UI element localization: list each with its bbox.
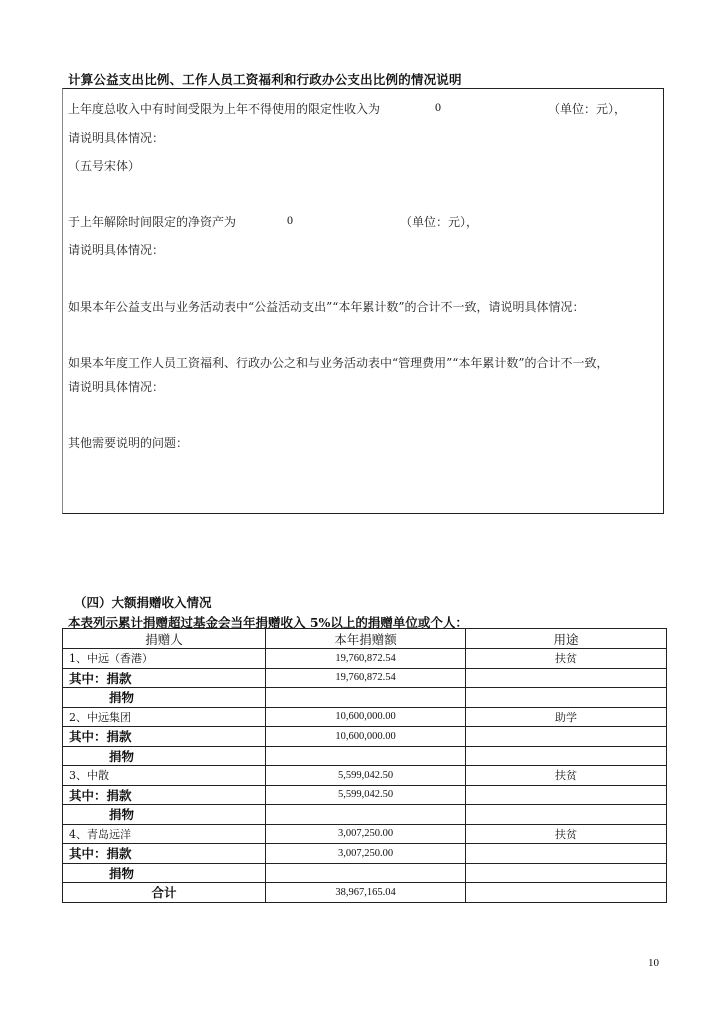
donation-use (466, 668, 667, 688)
donor-goods-label: 捐物 (63, 746, 266, 766)
font-note: （五号宋体） (68, 159, 141, 173)
table-row (63, 746, 667, 766)
table-row (63, 727, 667, 747)
donation-use (466, 727, 667, 747)
donation-use (466, 746, 667, 766)
donation-amount: 3,007,250.00 (266, 824, 466, 844)
table-row (63, 668, 667, 688)
restricted-income-label: 上年度总收入中有时间受限为上年不得使用的限定性收入为 (68, 102, 381, 116)
donation-amount: 19,760,872.54 (266, 649, 466, 669)
table-row (63, 649, 667, 669)
donation-amount (266, 805, 466, 825)
donation-table (62, 628, 667, 903)
donor-goods-label: 捐物 (63, 863, 266, 883)
total-label: 合计 (63, 883, 266, 903)
donation-use: 助学 (466, 707, 667, 727)
table-row (63, 688, 667, 708)
table-row (63, 863, 667, 883)
table-row (63, 707, 667, 727)
released-assets-unit: （单位：元）， (400, 215, 479, 229)
released-assets-label: 于上年解除时间限定的净资产为 (68, 215, 237, 229)
public-welfare-mismatch-note: 如果本年公益支出与业务活动表中“公益活动支出”“本年累计数”的合计不一致，请说明具体情况： (68, 300, 585, 314)
section-title: 计算公益支出比例、工作人员工资福利和行政办公支出比例的情况说明 (68, 72, 462, 87)
donor-cash-label: 其中：捐款 (63, 727, 266, 747)
donation-amount: 19,760,872.54 (266, 668, 466, 688)
donation-amount (266, 688, 466, 708)
table-row (63, 824, 667, 844)
donation-use (466, 688, 667, 708)
table-row (63, 844, 667, 864)
explain-prompt-2: 请说明具体情况： (68, 243, 165, 257)
total-amount: 38,967,165.04 (266, 883, 466, 903)
table-row (63, 805, 667, 825)
table-header-row (63, 629, 667, 649)
explain-prompt-3: 请说明具体情况： (68, 380, 165, 394)
donor-cash-label: 其中：捐款 (63, 785, 266, 805)
donation-use: 扶贫 (466, 649, 667, 669)
donor-name: 2、中远集团 (63, 707, 266, 727)
donor-name: 4、青岛远洋 (63, 824, 266, 844)
donor-cash-label: 其中：捐款 (63, 844, 266, 864)
donation-amount: 3,007,250.00 (266, 844, 466, 864)
donation-amount: 10,600,000.00 (266, 707, 466, 727)
donation-amount (266, 746, 466, 766)
other-issues-label: 其他需要说明的问题： (68, 436, 189, 450)
page-number: 10 (648, 957, 659, 969)
donor-cash-label: 其中：捐款 (63, 668, 266, 688)
donation-section-subtitle: 本表列示累计捐赠超过基金会当年捐赠收入 5%以上的捐赠单位或个人： (68, 615, 468, 630)
donor-name: 1、中远（香港） (63, 649, 266, 669)
header-amount: 本年捐赠额 (266, 629, 466, 649)
explain-prompt-1: 请说明具体情况： (68, 131, 165, 145)
donation-amount (266, 863, 466, 883)
header-use: 用途 (466, 629, 667, 649)
table-row (63, 785, 667, 805)
donation-use (466, 844, 667, 864)
donation-amount: 10,600,000.00 (266, 727, 466, 747)
donation-use: 扶贫 (466, 824, 667, 844)
restricted-income-unit: （单位：元）， (548, 102, 627, 116)
donation-use (466, 785, 667, 805)
header-donor: 捐赠人 (63, 629, 266, 649)
donation-amount: 5,599,042.50 (266, 766, 466, 786)
donor-name: 3、中散 (63, 766, 266, 786)
released-assets-value: 0 (287, 213, 293, 227)
donor-goods-label: 捐物 (63, 688, 266, 708)
admin-expense-mismatch-note: 如果本年度工作人员工资福利、行政办公之和与业务活动表中“管理费用”“本年累计数”的合计不一致， (68, 356, 609, 370)
restricted-income-value: 0 (435, 100, 441, 114)
donation-section-title: （四）大额捐赠收入情况 (74, 595, 212, 610)
donation-use (466, 863, 667, 883)
donation-use: 扶贫 (466, 766, 667, 786)
total-use (466, 883, 667, 903)
donation-amount: 5,599,042.50 (266, 785, 466, 805)
donation-use (466, 805, 667, 825)
table-row (63, 766, 667, 786)
donor-goods-label: 捐物 (63, 805, 266, 825)
total-row (63, 883, 667, 903)
